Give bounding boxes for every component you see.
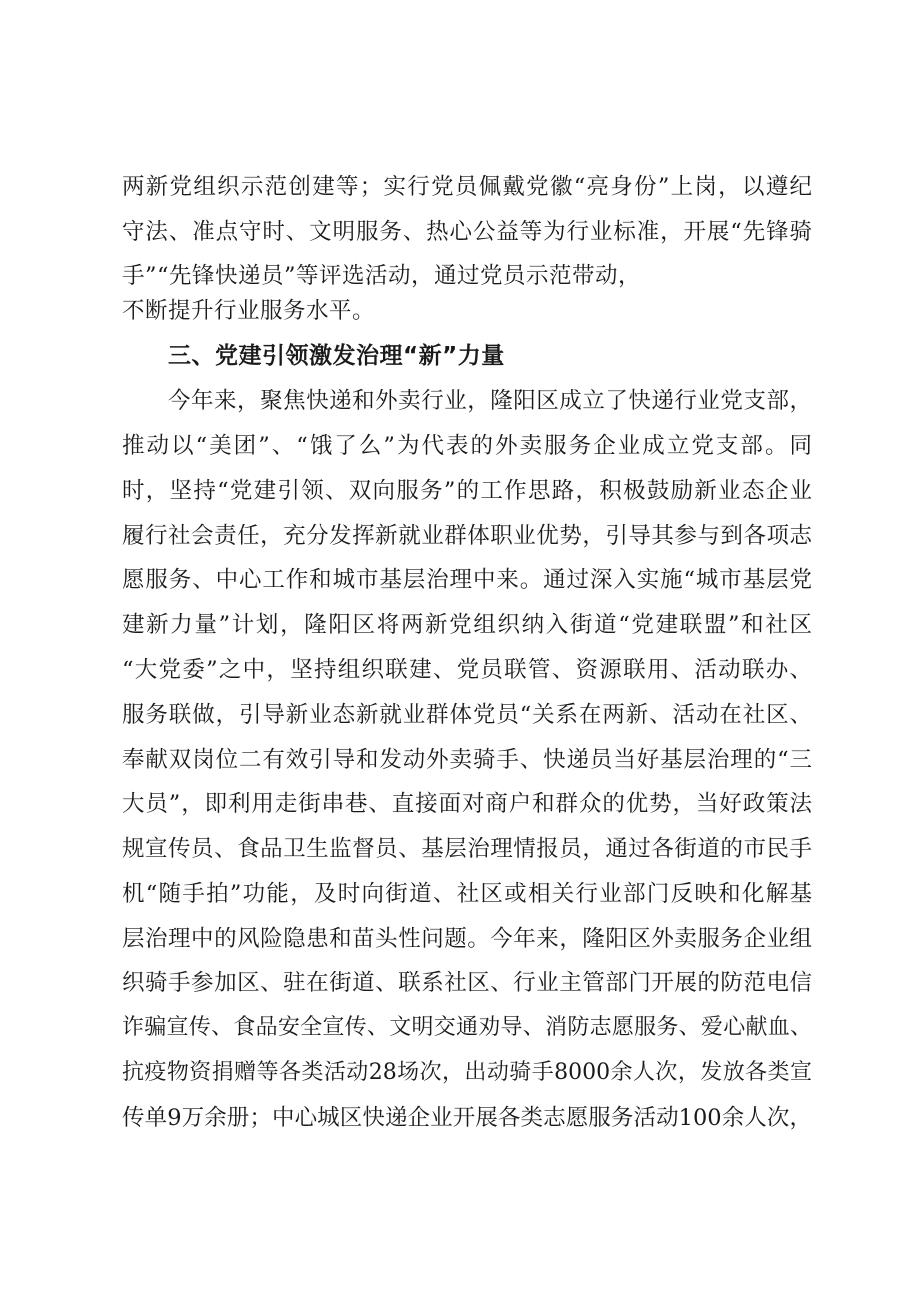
body-line-16: 抗疫物资捐赠等各类活动28场次，出动骑手8000余人次，发放各类宣 — [122, 1060, 812, 1085]
body-line-4: 履行社会责任，充分发挥新就业群体职业优势，引导其参与到各项志 — [122, 523, 812, 549]
intro-line-3: 手”“先锋快递员”等评选活动，通过党员示范带动， — [122, 263, 642, 289]
body-line-5: 愿服务、中心工作和城市基层治理中来。通过深入实施“城市基层党 — [122, 567, 812, 593]
body-line-17: 传单9万余册；中心城区快递企业开展各类志愿服务活动100余人次， — [122, 1105, 812, 1131]
section-heading: 三、党建引领激发治理“新”力量 — [168, 343, 505, 369]
intro-line-4: 不断提升行业服务水平。 — [122, 298, 376, 324]
body-line-15: 诈骗宣传、食品安全宣传、文明交通劝导、消防志愿服务、爱心献血、 — [122, 1015, 812, 1040]
body-line-13: 层治理中的风险隐患和苗头性问题。今年来，隆阳区外卖服务企业组 — [122, 926, 812, 952]
body-line-2: 推动以“美团”、“饿了么”为代表的外卖服务企业成立党支部。同 — [122, 433, 812, 459]
body-line-8: 服务联做，引导新业态新就业群体党员“关系在两新、活动在社区、 — [122, 702, 812, 728]
body-line-12: 机“随手拍”功能，及时向街道、社区或相关行业部门反映和化解基 — [122, 881, 812, 907]
body-line-3: 时，坚持“党建引领、双向服务”的工作思路，积极鼓励新业态企业 — [122, 478, 812, 504]
intro-line-1: 两新党组织示范创建等；实行党员佩戴党徽“亮身份”上岗，以遵纪 — [122, 174, 812, 200]
body-line-7: “大党委”之中，坚持组织联建、党员联管、资源联用、活动联办、 — [122, 657, 812, 683]
body-line-1: 今年来，聚焦快递和外卖行业，隆阳区成立了快递行业党支部， — [168, 388, 812, 414]
intro-line-2: 守法、准点守时、文明服务、热心公益等为行业标准，开展“先锋骑 — [122, 219, 812, 245]
body-line-10: 大员”，即利用走街串巷、直接面对商户和群众的优势，当好政策法 — [122, 791, 812, 817]
body-line-6: 建新力量”计划，隆阳区将两新党组织纳入街道“党建联盟”和社区 — [122, 612, 812, 638]
body-line-9: 奉献双岗位二有效引导和发动外卖骑手、快递员当好基层治理的“三 — [122, 747, 812, 773]
body-line-11: 规宣传员、食品卫生监督员、基层治理情报员，通过各街道的市民手 — [122, 836, 812, 862]
body-line-14: 织骑手参加区、驻在街道、联系社区、行业主管部门开展的防范电信 — [122, 970, 812, 996]
